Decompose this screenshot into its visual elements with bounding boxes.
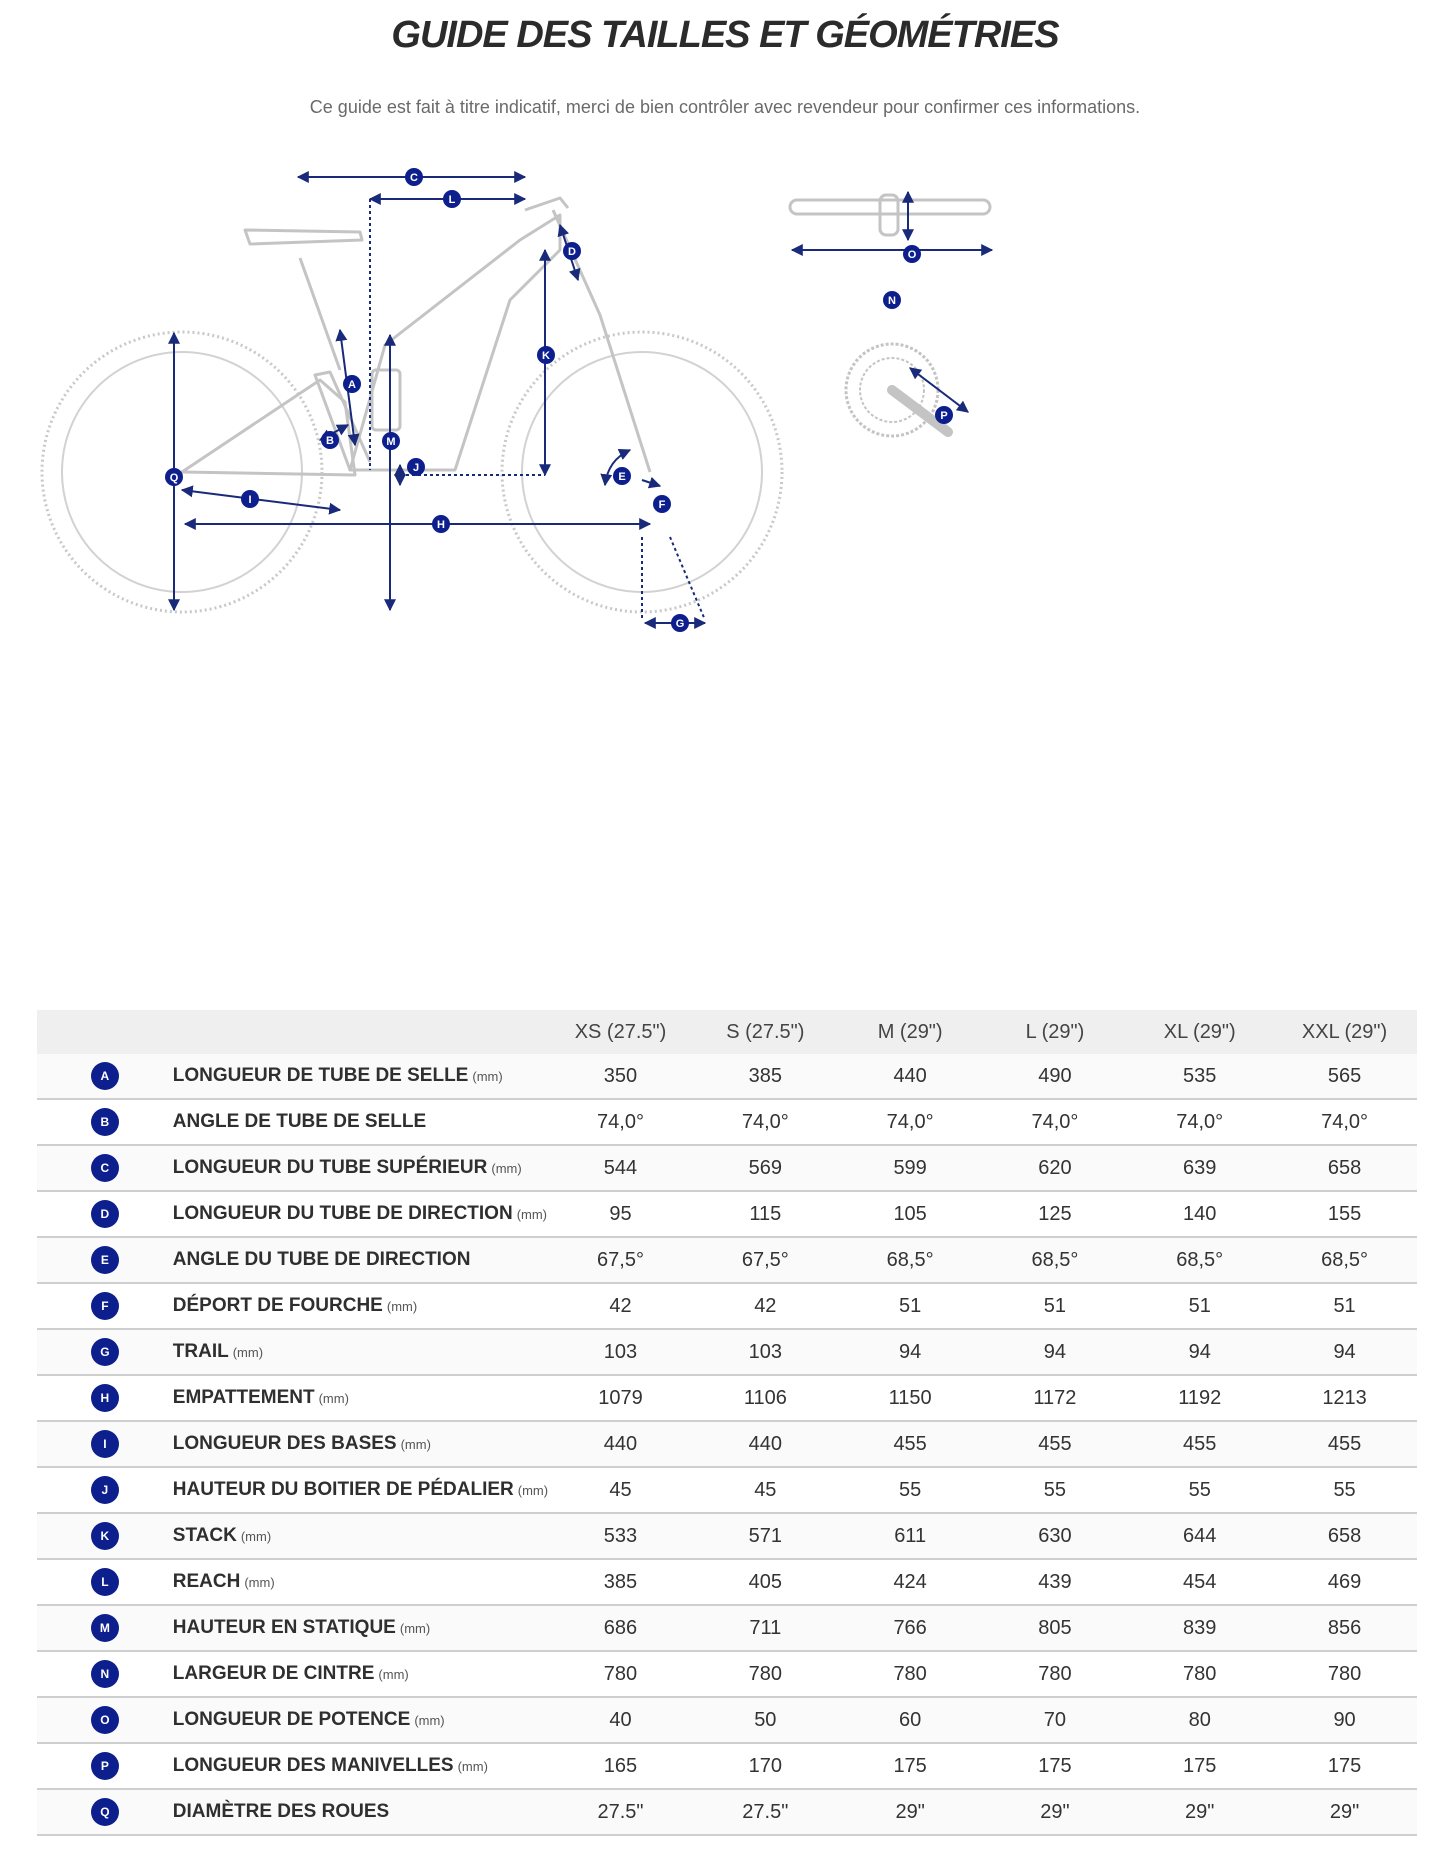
table-row (37, 1099, 1417, 1145)
measurement-label: ANGLE DU TUBE DE DIRECTION (172, 1249, 471, 1270)
measurement-value: 805 (983, 1605, 1128, 1651)
measurement-value: 94 (838, 1329, 983, 1375)
measurement-value: 839 (1127, 1605, 1272, 1651)
geometry-table-header (37, 1010, 1417, 1054)
measurement-value: 1172 (983, 1375, 1128, 1421)
measurement-value: 1106 (693, 1375, 838, 1421)
row-badge-cell (37, 1237, 173, 1283)
marker-q-label: Q (169, 472, 179, 484)
measurement-value: 55 (838, 1467, 983, 1513)
measurement-value: 80 (1127, 1697, 1272, 1743)
measurement-value: 68,5° (1127, 1237, 1272, 1283)
row-badge-cell (37, 1513, 173, 1559)
measurement-label-cell (173, 1467, 548, 1513)
measurement-value: 170 (693, 1743, 838, 1789)
measurement-label-cell (173, 1054, 548, 1099)
measurement-unit: (mm) (244, 1575, 275, 1590)
measurement-label-cell (173, 1513, 548, 1559)
measurement-value: 455 (1272, 1421, 1417, 1467)
marker-o-label: O (907, 249, 917, 261)
measurement-value: 51 (1272, 1283, 1417, 1329)
measurement-value: 94 (1272, 1329, 1417, 1375)
measurement-value: 175 (838, 1743, 983, 1789)
measurement-label: EMPATTEMENT (172, 1387, 315, 1408)
measurement-label: ANGLE DE TUBE DE SELLE (172, 1111, 427, 1132)
measurement-value: 67,5° (693, 1237, 838, 1283)
measurement-label: LONGUEUR DE TUBE DE SELLE (172, 1065, 469, 1086)
measurement-value: 658 (1272, 1145, 1417, 1191)
measurement-value: 45 (548, 1467, 693, 1513)
header-blank (173, 1010, 548, 1054)
measurement-value: 42 (693, 1283, 838, 1329)
table-row (37, 1789, 1417, 1835)
marker-g-label: G (675, 618, 685, 630)
row-badge-cell (37, 1697, 173, 1743)
measurement-label-cell (173, 1283, 548, 1329)
measurement-label-cell (173, 1651, 548, 1697)
measurement-label-cell (173, 1743, 548, 1789)
measurement-letter-badge: P (91, 1752, 119, 1780)
crankset-detail (846, 344, 968, 436)
measurement-unit: (mm) (378, 1667, 409, 1682)
measurement-value: 27.5" (693, 1789, 838, 1835)
table-row (37, 1421, 1417, 1467)
measurement-label-cell (173, 1375, 548, 1421)
marker-e-label: E (618, 471, 626, 483)
row-badge-cell (37, 1329, 173, 1375)
row-badge-cell (37, 1375, 173, 1421)
measurement-value: 533 (548, 1513, 693, 1559)
measurement-value: 105 (838, 1191, 983, 1237)
marker-c-label: C (410, 172, 418, 184)
measurement-value: 175 (983, 1743, 1128, 1789)
measurement-value: 385 (548, 1559, 693, 1605)
measurement-letter-badge: C (91, 1154, 119, 1182)
table-row (37, 1283, 1417, 1329)
measurement-value: 766 (838, 1605, 983, 1651)
measurement-value: 74,0° (693, 1099, 838, 1145)
measurement-value: 424 (838, 1559, 983, 1605)
measurement-value: 51 (983, 1283, 1128, 1329)
measurement-label: LARGEUR DE CINTRE (172, 1663, 375, 1684)
row-badge-cell (37, 1283, 173, 1329)
table-row (37, 1145, 1417, 1191)
measurement-label-cell (173, 1697, 548, 1743)
measurement-label-cell (173, 1421, 548, 1467)
measurement-value: 55 (1127, 1467, 1272, 1513)
table-row (37, 1375, 1417, 1421)
marker-h-label: H (437, 519, 445, 531)
measurement-value: 51 (1127, 1283, 1272, 1329)
measurement-value: 42 (548, 1283, 693, 1329)
measurement-value: 74,0° (1272, 1099, 1417, 1145)
measurement-unit: (mm) (386, 1299, 418, 1314)
measurement-letter-badge: N (91, 1660, 119, 1688)
row-badge-cell (37, 1054, 173, 1099)
measurement-value: 103 (548, 1329, 693, 1375)
measurement-unit: (mm) (399, 1621, 431, 1636)
measurement-value: 535 (1127, 1054, 1272, 1099)
measurement-label: LONGUEUR DU TUBE SUPÉRIEUR (172, 1157, 488, 1178)
measurement-value: 94 (983, 1329, 1128, 1375)
measurement-value: 27.5" (548, 1789, 693, 1835)
table-row (37, 1054, 1417, 1099)
measurement-unit: (mm) (232, 1345, 264, 1360)
measurement-value: 67,5° (548, 1237, 693, 1283)
table-row (37, 1743, 1417, 1789)
measurement-value: 639 (1127, 1145, 1272, 1191)
measurement-letter-badge: K (91, 1522, 119, 1550)
row-badge-cell (37, 1145, 173, 1191)
measurement-value: 658 (1272, 1513, 1417, 1559)
measurement-value: 115 (693, 1191, 838, 1237)
measurement-value: 780 (983, 1651, 1128, 1697)
page-title: GUIDE DES TAILLES ET GÉOMÉTRIES (391, 14, 1059, 56)
measurement-letter-badge: A (91, 1062, 119, 1090)
measurement-value: 155 (1272, 1191, 1417, 1237)
row-badge-cell (37, 1605, 173, 1651)
row-badge-cell (37, 1651, 173, 1697)
handlebar-detail (790, 192, 992, 250)
measurement-value: 780 (1272, 1651, 1417, 1697)
measurement-label-cell (173, 1559, 548, 1605)
table-row (37, 1467, 1417, 1513)
size-header: XL (29") (1127, 1010, 1272, 1054)
measurement-unit: (mm) (491, 1161, 522, 1176)
measurement-value: 571 (693, 1513, 838, 1559)
table-row (37, 1605, 1417, 1651)
measurement-letter-badge: H (91, 1384, 119, 1412)
measurement-value: 55 (983, 1467, 1128, 1513)
measurement-value: 780 (548, 1651, 693, 1697)
measurement-label: DÉPORT DE FOURCHE (172, 1295, 383, 1316)
measurement-value: 440 (548, 1421, 693, 1467)
marker-m-label: M (386, 436, 396, 448)
measurement-value: 90 (1272, 1697, 1417, 1743)
marker-a-label: A (348, 379, 356, 391)
measurement-value: 455 (1127, 1421, 1272, 1467)
measurement-label: LONGUEUR DES MANIVELLES (172, 1755, 454, 1776)
measurement-label: LONGUEUR DES BASES (172, 1433, 397, 1454)
bike-geometry-diagram (0, 140, 1450, 660)
measurement-value: 68,5° (1272, 1237, 1417, 1283)
measurement-value: 40 (548, 1697, 693, 1743)
measurement-value: 440 (838, 1054, 983, 1099)
measurement-letter-badge: E (91, 1246, 119, 1274)
marker-k-label: K (542, 350, 550, 362)
table-row (37, 1237, 1417, 1283)
table-row (37, 1513, 1417, 1559)
measurement-letter-badge: I (91, 1430, 119, 1458)
measurement-letter-badge: O (91, 1706, 119, 1734)
measurement-value: 29" (983, 1789, 1128, 1835)
table-row (37, 1329, 1417, 1375)
measurement-value: 1192 (1127, 1375, 1272, 1421)
measurement-value: 405 (693, 1559, 838, 1605)
measurement-value: 70 (983, 1697, 1128, 1743)
measurement-label: REACH (172, 1571, 241, 1592)
measurement-label: STACK (172, 1525, 237, 1546)
measurement-value: 165 (548, 1743, 693, 1789)
measurement-value: 440 (693, 1421, 838, 1467)
marker-f-label: F (658, 499, 666, 511)
measurement-label-cell (173, 1099, 548, 1145)
size-header: XS (27.5") (548, 1010, 693, 1054)
measurement-label-cell (173, 1329, 548, 1375)
measurement-value: 644 (1127, 1513, 1272, 1559)
measurement-value: 175 (1272, 1743, 1417, 1789)
measurement-value: 630 (983, 1513, 1128, 1559)
table-row (37, 1697, 1417, 1743)
measurement-unit: (mm) (517, 1483, 549, 1498)
row-badge-cell (37, 1099, 173, 1145)
measurement-value: 569 (693, 1145, 838, 1191)
measurement-label: LONGUEUR DU TUBE DE DIRECTION (172, 1203, 513, 1224)
size-header: M (29") (838, 1010, 983, 1054)
measurement-value: 620 (983, 1145, 1128, 1191)
measurement-value: 74,0° (1127, 1099, 1272, 1145)
size-header: XXL (29") (1272, 1010, 1417, 1054)
measurement-value: 74,0° (548, 1099, 693, 1145)
measurement-label: TRAIL (172, 1341, 229, 1362)
size-header: L (29") (983, 1010, 1128, 1054)
measurement-value: 50 (693, 1697, 838, 1743)
measurement-label: LONGUEUR DE POTENCE (172, 1709, 411, 1730)
measurement-label-cell (173, 1145, 548, 1191)
header-blank (37, 1010, 173, 1054)
measurement-value: 385 (693, 1054, 838, 1099)
measurement-value: 439 (983, 1559, 1128, 1605)
measurement-letter-badge: D (91, 1200, 119, 1228)
measurement-letter-badge: G (91, 1338, 119, 1366)
marker-i-label: I (248, 494, 252, 506)
measurement-value: 125 (983, 1191, 1128, 1237)
measurement-label: HAUTEUR DU BOITIER DE PÉDALIER (172, 1479, 514, 1500)
measurement-label-cell (173, 1191, 548, 1237)
measurement-value: 1150 (838, 1375, 983, 1421)
measurement-letter-badge: L (91, 1568, 119, 1596)
measurement-label: DIAMÈTRE DES ROUES (172, 1801, 390, 1822)
measurement-value: 175 (1127, 1743, 1272, 1789)
measurement-value: 95 (548, 1191, 693, 1237)
measurement-value: 544 (548, 1145, 693, 1191)
marker-l-label: L (448, 194, 456, 206)
marker-b-label: B (326, 435, 334, 447)
measurement-unit: (mm) (400, 1437, 431, 1452)
measurement-value: 780 (1127, 1651, 1272, 1697)
measurement-value: 490 (983, 1054, 1128, 1099)
measurement-value: 455 (838, 1421, 983, 1467)
measurement-unit: (mm) (414, 1713, 445, 1728)
measurement-unit: (mm) (318, 1391, 349, 1406)
measurement-value: 29" (838, 1789, 983, 1835)
size-header: S (27.5") (693, 1010, 838, 1054)
row-badge-cell (37, 1559, 173, 1605)
measurement-value: 565 (1272, 1054, 1417, 1099)
measurement-letter-badge: F (91, 1292, 119, 1320)
page-subtitle: Ce guide est fait à titre indicatif, merci de bien contrôler avec revendeur pour confirmer ces informations. (309, 97, 1141, 117)
measurement-value: 45 (693, 1467, 838, 1513)
measurement-letter-badge: Q (91, 1798, 119, 1826)
measurement-value: 350 (548, 1054, 693, 1099)
measurement-value: 103 (693, 1329, 838, 1375)
table-row (37, 1191, 1417, 1237)
measurement-label: HAUTEUR EN STATIQUE (172, 1617, 396, 1638)
measurement-value: 94 (1127, 1329, 1272, 1375)
bike-frame (182, 198, 650, 475)
measurement-value: 454 (1127, 1559, 1272, 1605)
measurement-value: 780 (693, 1651, 838, 1697)
measurement-value: 686 (548, 1605, 693, 1651)
measurement-value: 469 (1272, 1559, 1417, 1605)
measurement-value: 455 (983, 1421, 1128, 1467)
measurement-label-cell (173, 1605, 548, 1651)
measurement-value: 780 (838, 1651, 983, 1697)
row-badge-cell (37, 1467, 173, 1513)
measurement-value: 611 (838, 1513, 983, 1559)
measurement-value: 856 (1272, 1605, 1417, 1651)
measurement-unit: (mm) (240, 1529, 272, 1544)
measurement-value: 68,5° (983, 1237, 1128, 1283)
table-row (37, 1651, 1417, 1697)
measurement-value: 599 (838, 1145, 983, 1191)
measurement-value: 140 (1127, 1191, 1272, 1237)
measurement-label-cell (173, 1237, 548, 1283)
marker-p-label: P (940, 410, 948, 422)
marker-d-label: D (568, 246, 576, 258)
measurement-letter-badge: J (91, 1476, 119, 1504)
row-badge-cell (37, 1789, 173, 1835)
measurement-value: 711 (693, 1605, 838, 1651)
measurement-value: 29" (1127, 1789, 1272, 1835)
measurement-value: 55 (1272, 1467, 1417, 1513)
measurement-value: 1213 (1272, 1375, 1417, 1421)
row-badge-cell (37, 1421, 173, 1467)
measurement-value: 60 (838, 1697, 983, 1743)
measurement-value: 51 (838, 1283, 983, 1329)
geometry-table-body (37, 1054, 1417, 1835)
measurement-unit: (mm) (472, 1069, 503, 1084)
measurement-value: 29" (1272, 1789, 1417, 1835)
measurement-letter-badge: M (91, 1614, 119, 1642)
marker-n-label: N (888, 295, 896, 307)
table-row (37, 1559, 1417, 1605)
measurement-unit: (mm) (516, 1207, 548, 1222)
measurement-value: 74,0° (838, 1099, 983, 1145)
measurement-value: 1079 (548, 1375, 693, 1421)
row-badge-cell (37, 1743, 173, 1789)
marker-j-label: J (412, 462, 420, 474)
measurement-letter-badge: B (91, 1108, 119, 1136)
measurement-value: 74,0° (983, 1099, 1128, 1145)
row-badge-cell (37, 1191, 173, 1237)
measurement-unit: (mm) (457, 1759, 488, 1774)
measurement-value: 68,5° (838, 1237, 983, 1283)
measurement-label-cell (173, 1789, 548, 1835)
geometry-table (37, 1010, 1417, 1836)
